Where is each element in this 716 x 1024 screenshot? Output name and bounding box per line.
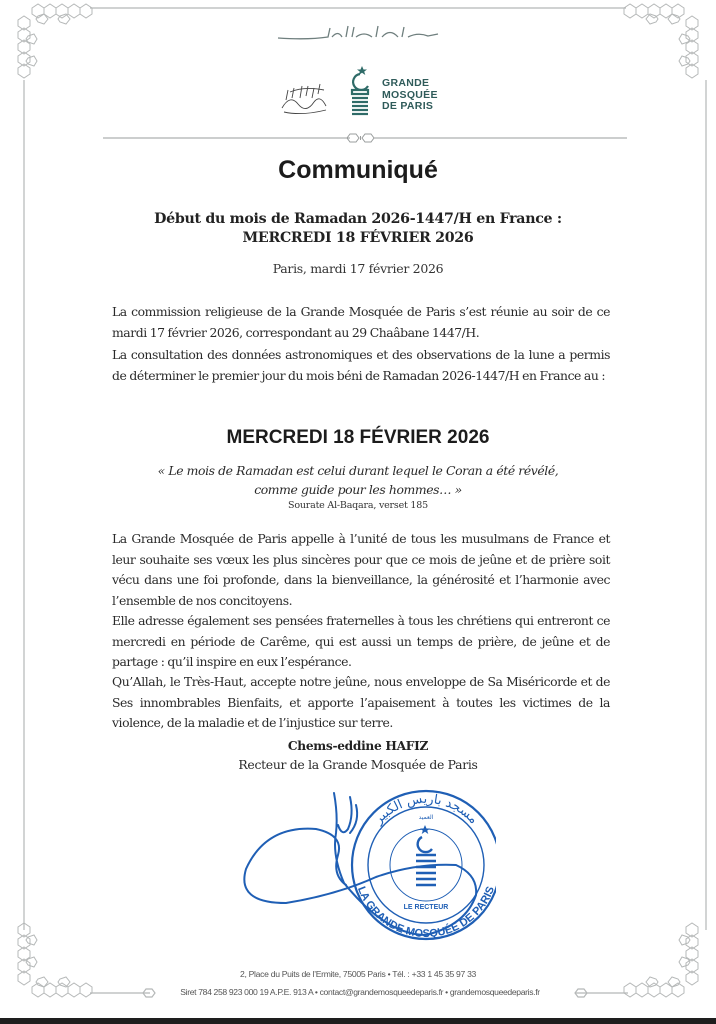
signer-name: Chems-eddine HAFIZ: [287, 739, 429, 753]
grande-mosquee-logo: [278, 64, 458, 120]
quote-line-1: « Le mois de Ramadan est celui durant lequel le Coran a été révélé,: [157, 463, 559, 478]
corner-ornament-bottom-right: [624, 923, 698, 997]
stamp-graphic: [226, 785, 496, 945]
bismillah-calligraphy-art: [268, 22, 448, 44]
stamp-inner-text: LE RECTEUR: [403, 904, 449, 911]
footer-legal: Siret 784 258 923 000 19 A.P.E. 913 A • contact@grandemosqueedeparis.fr • grandemosqueedeparis.fr: [180, 987, 540, 997]
logo-wordmark: [382, 78, 438, 113]
quran-quote: [0, 461, 716, 499]
scan-edge: [0, 1018, 716, 1024]
document-title: Communiqué: [278, 156, 438, 184]
header-divider: [0, 126, 716, 150]
handwritten-signature: [244, 793, 476, 935]
logo-word-2: MOSQUÉE: [382, 88, 438, 101]
footer-address: 2, Place du Puits de l’Ermite, 75005 Paris • Tél. : +33 1 45 35 97 33: [239, 969, 477, 979]
stamp-arabic-text-path: مسجد باريس الكبير: [371, 791, 481, 828]
paragraph-prayer: Qu’Allah, le Très-Haut, accepte notre jeûne, nous enveloppe de Sa Miséricorde et de Ses innombrables Bienfaits, et apporte l’apaisement à toutes les victimes de la violence, de la maladie et de l’injustice sur terre.: [112, 674, 610, 730]
announcement-date: MERCREDI 18 FÉVRIER 2026: [226, 427, 490, 448]
signature-and-stamp: [226, 785, 496, 945]
bismillah-calligraphy: [0, 22, 716, 48]
signer-role: Recteur de la Grande Mosquée de Paris: [238, 757, 478, 772]
quote-line-2: comme guide pour les hommes… »: [254, 482, 462, 497]
paragraph-unity: La Grande Mosquée de Paris appelle à l’unité de tous les musulmans de France et leur souhaite ses vœux les plus sincères pour que ce mois de jeûne et de prière soit vécu dans une foi profonde, dans la bienveillance, la générosité et l’harmonie avec l’ensemble de nos concitoyens.: [112, 531, 610, 608]
mosque-emblem: [352, 74, 368, 114]
corner-ornament-bottom-left: [18, 923, 92, 997]
subtitle-line-1: Début du mois de Ramadan 2026-1447/H en France :: [154, 211, 562, 227]
stamp-arabic-inner: العميد: [418, 814, 434, 821]
stamp-outer-text: [355, 885, 496, 940]
paragraph-commission: La commission religieuse de la Grande Mosquée de Paris s’est réunie au soir de ce mardi 17 février 2026, correspondant au 29 Chaâbane 1447/H.: [112, 304, 610, 340]
subtitle-line-2: MERCREDI 18 FÉVRIER 2026: [242, 230, 474, 246]
logo-word-3: DE PARIS: [382, 100, 434, 112]
paragraph-consultation: La consultation des données astronomiques et des observations de la lune a permis de déterminer le premier jour du mois béni de Ramadan 2026-1447/H en France au :: [112, 347, 610, 383]
place-date: Paris, mardi 17 février 2026: [272, 261, 444, 276]
logo-word-1: GRANDE: [382, 77, 430, 89]
stamp-outer-text-path: LA GRANDE MOSQUÉE DE PARIS: [354, 884, 496, 941]
header-divider-line: [0, 126, 716, 150]
arabic-calligraphy-logo: [282, 84, 326, 114]
subtitle: [0, 210, 716, 248]
logo-emblem: [278, 64, 378, 120]
paragraph-christians: Elle adresse également ses pensées fraternelles à tous les chrétiens qui entreront ce mercredi en période de Carême, qui est aussi un temps de prière, de jeûne et de partage : qu’il inspire en eux l’espérance.: [112, 613, 610, 669]
quote-source: Sourate Al-Baqara, verset 185: [288, 500, 428, 511]
